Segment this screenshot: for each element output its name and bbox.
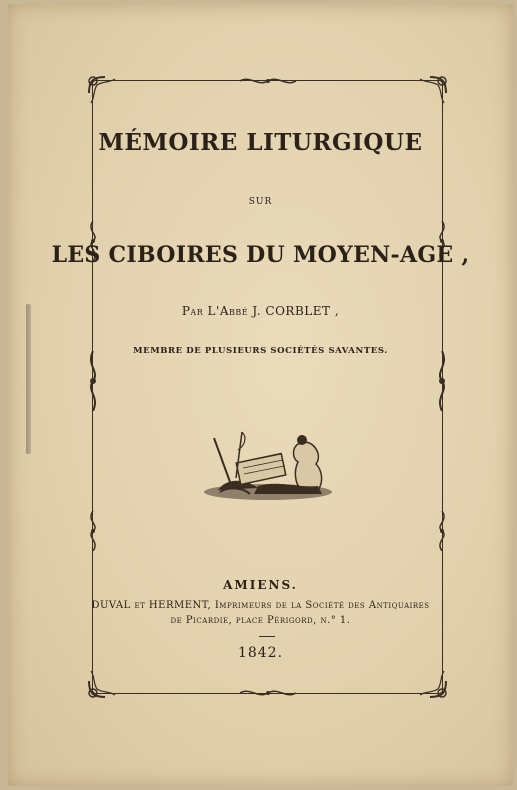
- imprint-city: AMIENS.: [223, 578, 298, 592]
- corner-ornament-icon: [85, 661, 125, 701]
- membership-line: MEMBRE DE PLUSIEURS SOCIÉTÉS SAVANTES.: [133, 346, 388, 356]
- fleuron-icon: [435, 511, 449, 551]
- author-line: Par L'Abbé J. CORBLET ,: [181, 304, 340, 318]
- fleuron-icon: [86, 511, 100, 551]
- imprint-rule: [259, 636, 275, 637]
- imprint-year: 1842.: [237, 645, 284, 661]
- fleuron-icon: [435, 351, 449, 411]
- imprint-printer-line-1: DUVAL et HERMENT, Imprimeurs de la Société des Antiquaires: [91, 600, 430, 611]
- imprint-printer-line-2: de Picardie, place Périgord, n.° 1.: [170, 615, 351, 626]
- fleuron-icon: [86, 351, 100, 411]
- corner-ornament-icon: [410, 661, 450, 701]
- binding-edge: [26, 304, 31, 454]
- title-line-2: LES CIBOIRES DU MOYEN-AGE ,: [51, 242, 470, 268]
- title-page: [8, 4, 513, 786]
- title-connector: SUR: [248, 197, 273, 207]
- corner-ornament-icon: [410, 73, 450, 113]
- fleuron-icon: [238, 687, 298, 699]
- fleuron-icon: [238, 75, 298, 87]
- corner-ornament-icon: [85, 73, 125, 113]
- title-line-1: MÉMOIRE LITURGIQUE: [98, 129, 423, 156]
- scholar-vignette-icon: [198, 428, 338, 504]
